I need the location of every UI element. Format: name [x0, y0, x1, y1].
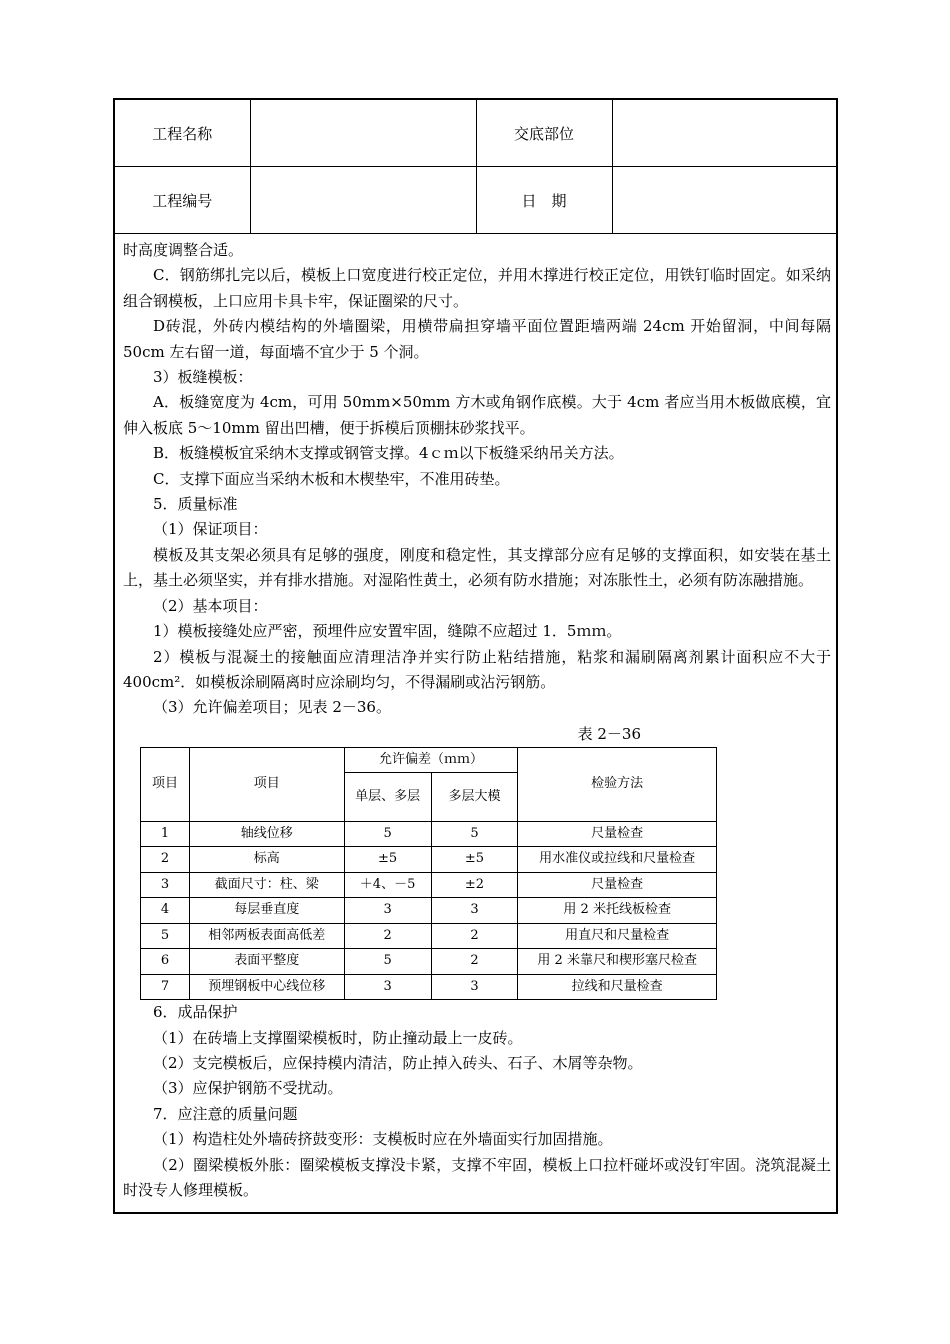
header-table — [115, 100, 836, 234]
document-frame — [113, 98, 838, 1214]
header-item: 项目 — [189, 747, 344, 821]
paragraph: 2）模板与混凝土的接触面应清理洁净并实行防止粘结措施，粘浆和漏刷隔离剂累计面积应不大于 400cm²．如模板涂刷隔离时应涂刷均匀，不得漏刷或沾污钢筋。 — [123, 647, 831, 691]
row-inspection-method: 用 2 米靠尺和楔形塞尺检查 — [518, 949, 717, 975]
row-single-multi: 5 — [344, 949, 431, 975]
paragraph: A．板缝宽度为 4cm，可用 50mm×50mm 方木或角钢作底模。大于 4cm 者应当用木板做底模，宜伸入板底 5～10mm 留出凹槽，便于拆模后顶棚抹砂浆找平。 — [123, 393, 831, 437]
paragraph: （1）构造柱处外墙砖挤鼓变形：支模板时应在外墙面实行加固措施。 — [153, 1130, 613, 1149]
table-row — [141, 898, 717, 924]
handover-part-label: 交底部位 — [476, 100, 612, 167]
header-single-multi: 单层、多层 — [344, 772, 431, 821]
row-multi-large: 3 — [431, 898, 518, 924]
paragraph: 1）模板接缝处应严密，预埋件应安置牢固，缝隙不应超过 1．5ｍｍ。 — [153, 622, 622, 641]
row-item: 每层垂直度 — [189, 898, 344, 924]
paragraph: 7．应注意的质量问题 — [153, 1104, 298, 1123]
paragraph: C．钢筋绑扎完以后，模板上口宽度进行校正定位，并用木撑进行校正定位，用铁钉临时固定。如采纳组合钢模板，上口应用卡具卡牢，保证圈梁的尺寸。 — [123, 266, 831, 310]
row-single-multi: 3 — [344, 974, 431, 1000]
row-item: 轴线位移 — [189, 821, 344, 847]
row-multi-large: 3 — [431, 974, 518, 1000]
table-row — [141, 872, 717, 898]
paragraph: （2）支完模板后，应保持模内清洁，防止掉入砖头、石子、木屑等杂物。 — [153, 1054, 643, 1073]
table-row — [141, 974, 717, 1000]
paragraph: B．板缝模板宜采纳木支撑或钢管支撑。4ｃｍ以下板缝采纳吊关方法。 — [153, 444, 624, 463]
row-number: 6 — [141, 949, 190, 975]
row-single-multi: ＋4、－5 — [344, 872, 431, 898]
project-number-value — [250, 167, 476, 234]
paragraphs-bottom — [123, 1000, 831, 1203]
row-item: 表面平整度 — [189, 949, 344, 975]
paragraph: （2）基本项目： — [153, 596, 268, 615]
header-inspection-method: 检验方法 — [518, 747, 717, 821]
row-multi-large: 2 — [431, 949, 518, 975]
row-number: 7 — [141, 974, 190, 1000]
row-inspection-method: 用水准仪或拉线和尺量检查 — [518, 847, 717, 873]
row-item: 预埋钢板中心线位移 — [189, 974, 344, 1000]
row-single-multi: 3 — [344, 898, 431, 924]
row-number: 1 — [141, 821, 190, 847]
row-single-multi: ±5 — [344, 847, 431, 873]
date-value — [612, 167, 836, 234]
row-item: 标高 — [189, 847, 344, 873]
handover-part-value — [612, 100, 836, 167]
row-multi-large: ±2 — [431, 872, 518, 898]
header-allowed-deviation: 允许偏差（ｍｍ） — [344, 747, 518, 772]
table-row — [141, 923, 717, 949]
header-item-no: 项目 — [141, 747, 190, 821]
row-inspection-method: 尺量检查 — [518, 821, 717, 847]
table-row — [141, 949, 717, 975]
table-row — [141, 847, 717, 873]
paragraph: 5．质量标准 — [153, 495, 238, 514]
paragraph: 模板及其支架必须具有足够的强度，刚度和稳定性，其支撑部分应有足够的支撑面积，如安装在基土上，基土必须坚实，并有排水措施。对湿陷性黄土，必须有防水措施；对冻胀性土，必须有防冻融措施。 — [123, 545, 831, 590]
table-row — [141, 821, 717, 847]
project-number-label: 工程编号 — [115, 167, 250, 234]
row-inspection-method: 用直尺和尺量检查 — [518, 923, 717, 949]
paragraph: （1）保证项目： — [153, 520, 268, 539]
paragraph: （1）在砖墙上支撑圈梁模板时，防止撞动最上一皮砖。 — [153, 1028, 523, 1047]
paragraph: 时高度调整合适。 — [123, 241, 244, 259]
document-body — [123, 238, 831, 1203]
paragraphs-top — [123, 238, 831, 721]
row-multi-large: 5 — [431, 821, 518, 847]
row-multi-large: ±5 — [431, 847, 518, 873]
paragraph: （3）应保护钢筋不受扰动。 — [153, 1079, 343, 1098]
date-label: 日 期 — [476, 167, 612, 234]
deviation-table — [140, 747, 717, 1001]
paragraph: （3）允许偏差项目；见表 2－36。 — [153, 698, 391, 717]
row-multi-large: 2 — [431, 923, 518, 949]
paragraph: 3）板缝模板： — [153, 368, 253, 387]
row-number: 4 — [141, 898, 190, 924]
row-inspection-method: 尺量检查 — [518, 872, 717, 898]
row-item: 相邻两板表面高低差 — [189, 923, 344, 949]
paragraph: （2）圈梁模板外胀：圈梁模板支撑没卡紧，支撑不牢固，模板上口拉杆碰坏或没钉牢固。浇筑混凝土时没专人修理模板。 — [123, 1155, 831, 1200]
header-multi-large: 多层大模 — [431, 772, 518, 821]
row-single-multi: 5 — [344, 821, 431, 847]
paragraph: 6．成品保护 — [153, 1003, 238, 1022]
row-inspection-method: 用 2 米托线板检查 — [518, 898, 717, 924]
project-name-label: 工程名称 — [115, 100, 250, 167]
row-inspection-method: 拉线和尺量检查 — [518, 974, 717, 1000]
table-caption: 表 2－36 — [577, 724, 641, 743]
project-name-value — [250, 100, 476, 167]
paragraph: C．支撑下面应当采纳木板和木楔垫牢，不准用砖垫。 — [153, 469, 510, 488]
row-number: 3 — [141, 872, 190, 898]
row-item: 截面尺寸：柱、梁 — [189, 872, 344, 898]
row-number: 5 — [141, 923, 190, 949]
paragraph: D砖混，外砖内模结构的外墙圈梁，用横带扁担穿墙平面位置距墙两端 24cm 开始留洞，中间每隔 50cm 左右留一道，每面墙不宜少于 5 个洞。 — [123, 317, 831, 361]
row-single-multi: 2 — [344, 923, 431, 949]
row-number: 2 — [141, 847, 190, 873]
